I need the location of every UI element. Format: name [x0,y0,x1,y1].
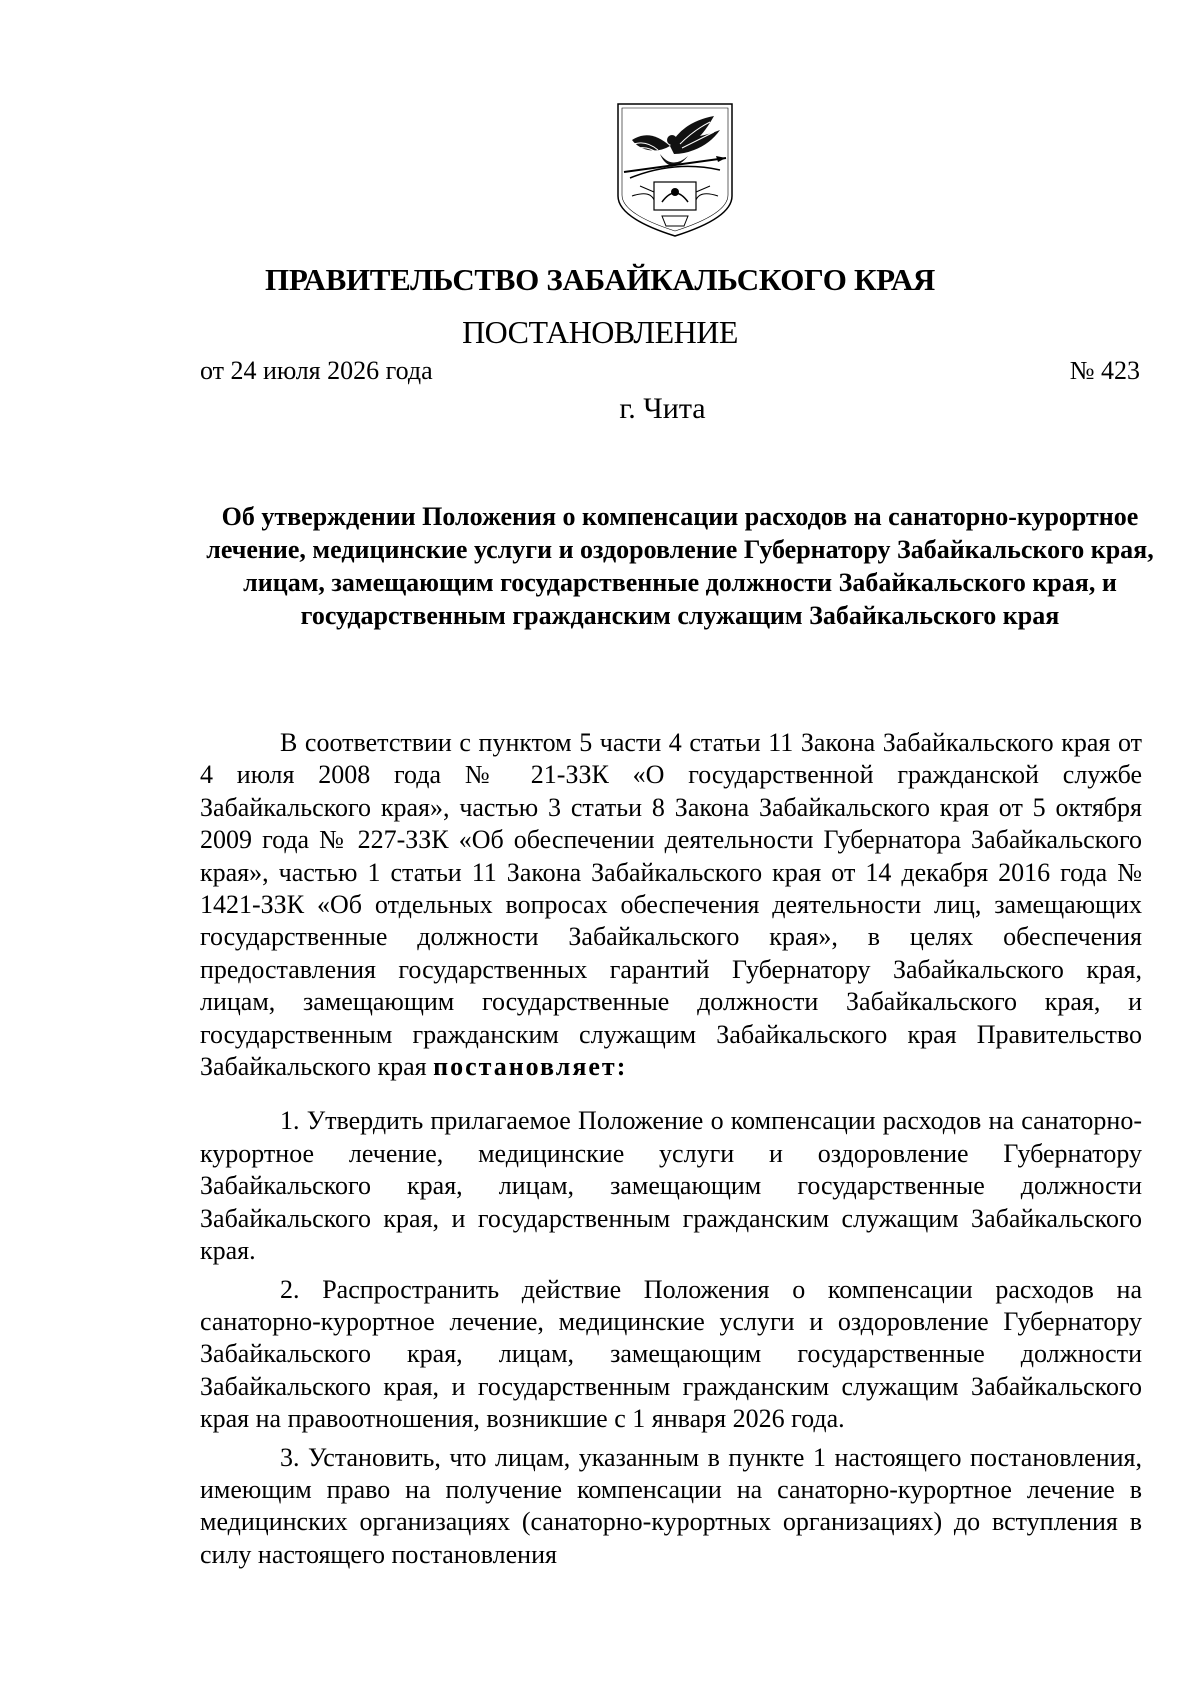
preamble-paragraph [200,727,1142,1083]
document-date: от 24 июля 2026 года [200,356,433,385]
item-1-paragraph: 1. Утвердить прилагаемое Положение о компенсации расходов на санаторно-курортное лечение, медицинские услуги и оздоровление Губернатору Забайкальского края, лицам, замещающим государственные должности Забайкальского края, и государственным гражданским служащим Забайкальского края. [200,1106,1142,1266]
document-type: ПОСТАНОВЛЕНИЕ [462,314,738,350]
item-3-paragraph: 3. Установить, что лицам, указанным в пункте 1 настоящего постановления, имеющим право на получение компенсации на санаторно-курортное лечение в медицинских организациях (санаторно-курортных организациях) до вступления в силу настоящего постановления [200,1442,1142,1569]
coat-of-arms-icon [610,100,740,240]
document-city: г. Чита [619,392,706,425]
decree-colon: : [616,1052,628,1082]
item-2-paragraph: 2. Распространить действие Положения о компенсации расходов на санаторно-курортное лечение, медицинские услуги и оздоровление Губернатору Забайкальского края, лицам, замещающим государственные должности Забайкальского края, и государственным гражданским служащим Забайкальского края на правоотношения, возникшие с 1 января 2026 года. [200,1274,1142,1434]
document-number: № 423 [1069,356,1140,385]
preamble-text: В соответствии с пунктом 5 части 4 статьи 11 Закона Забайкальского края от 4 июля 2008 года № 21-ЗЗК «О государственной гражданской службе Забайкальского края», частью 3 статьи 8 Закона Забайкальского края от 5 октября 2009 года № 227-ЗЗК «Об обеспечении деятельности Губернатора Забайкальского края», частью 1 статьи 11 Закона Забайкальского края от 14 декабря 2016 года № 1421-ЗЗК «Об отдельных вопросах обеспечения деятельности лиц, замещающих государственные должности Забайкальского края», в целях обеспечения предоставления государственных гарантий Губернатору Забайкальского края, лицам, замещающим государственные должности Забайкальского края, и государственным гражданским служащим Забайкальского края Правительство Забайкальского края [200,728,1142,1082]
government-title: ПРАВИТЕЛЬСТВО ЗАБАЙКАЛЬСКОГО КРАЯ [265,262,935,297]
document-body [200,727,1142,1571]
document-subject: Об утверждении Положения о компенсации расходов на санаторно-курортное лечение, медицинские услуги и оздоровление Губернатору Забайкальского края, лицам, замещающим государственные должности Забайкальского края, и государственным гражданским служащим Забайкальского края [206,502,1154,630]
decree-word: постановляет [433,1052,617,1082]
